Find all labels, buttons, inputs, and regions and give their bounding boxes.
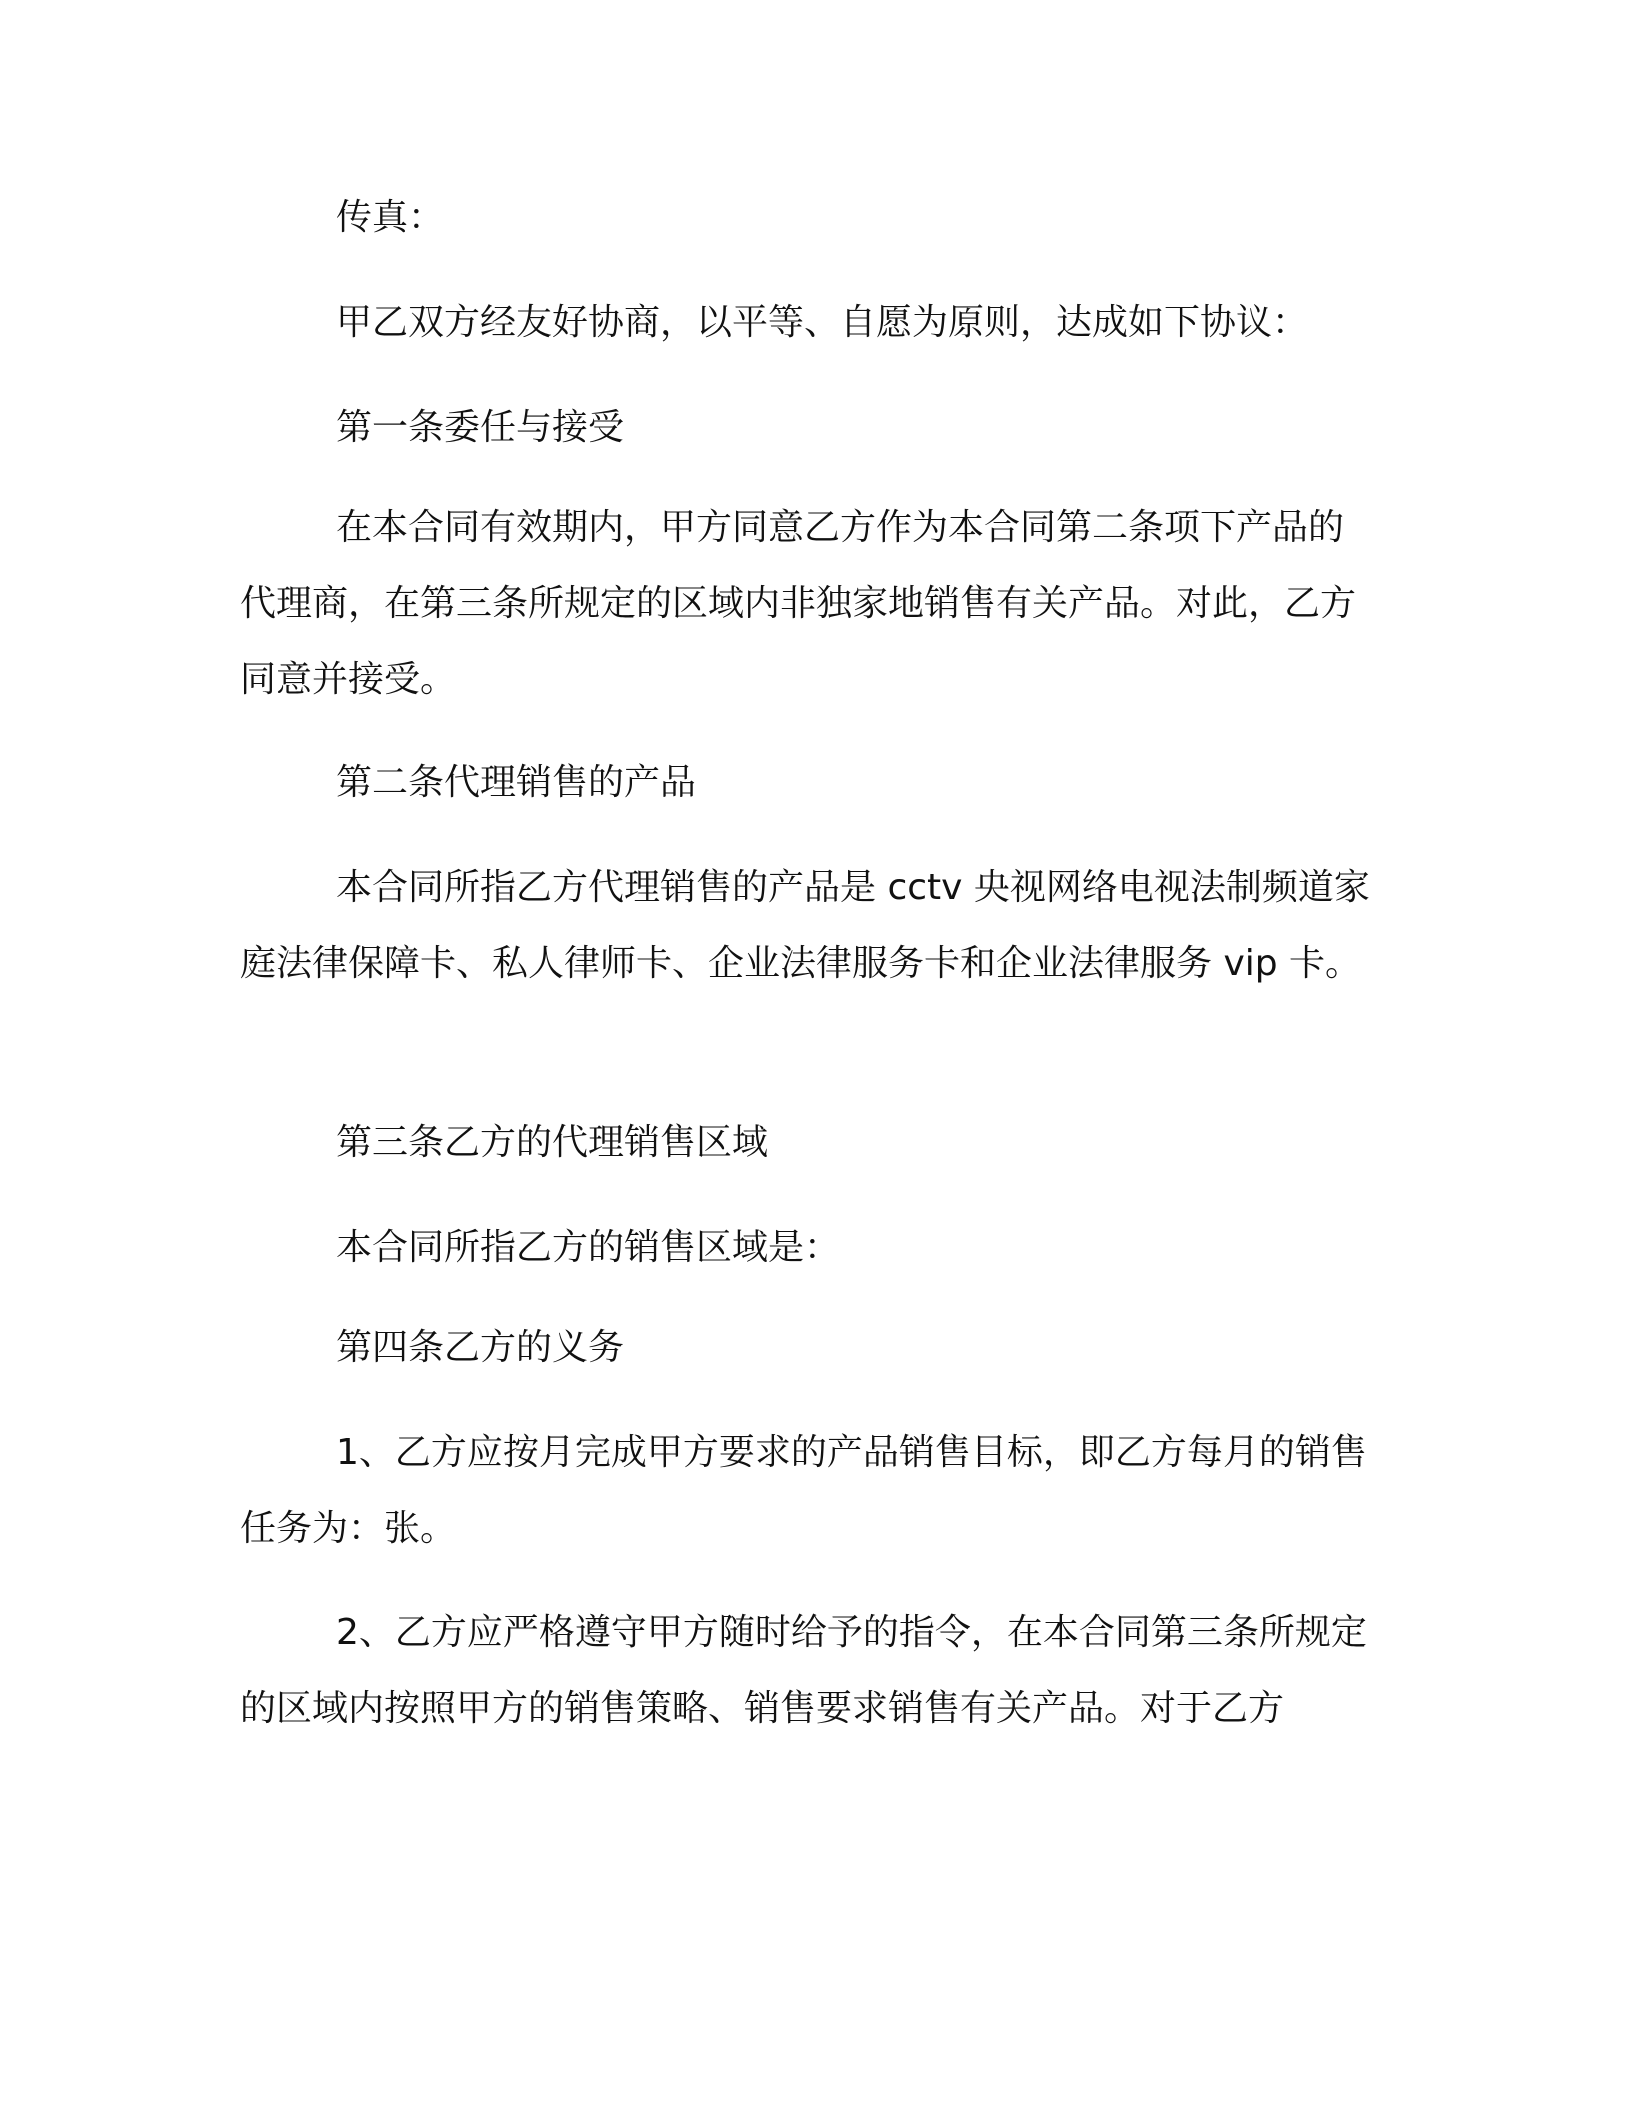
paragraph-article-3-body: 本合同所指乙方的销售区域是： — [336, 1227, 841, 1268]
heading-article-2: 第二条代理销售的产品 — [336, 762, 697, 803]
paragraph-article-4-item-1: 1、乙方应按月完成甲方要求的产品销售目标，即乙方每月的销售任务为：张。 — [240, 1432, 1367, 1549]
paragraph-agreement-intro: 甲乙双方经友好协商，以平等、自愿为原则，达成如下协议： — [336, 302, 1309, 343]
paragraph-article-4-item-2: 2、乙方应严格遵守甲方随时给予的指令，在本合同第三条所规定的区域内按照甲方的销售策略、销售要求销售有关产品。对于乙方 — [240, 1612, 1367, 1729]
paragraph-fax: 传真： — [336, 197, 445, 238]
heading-article-1: 第一条委任与接受 — [336, 407, 625, 448]
heading-article-4: 第四条乙方的义务 — [336, 1327, 625, 1368]
heading-article-3: 第三条乙方的代理销售区域 — [336, 1122, 769, 1163]
paragraph-article-1-body: 在本合同有效期内，甲方同意乙方作为本合同第二条项下产品的代理商，在第三条所规定的区域内非独家地销售有关产品。对此，乙方同意并接受。 — [240, 507, 1357, 700]
paragraph-article-2-body: 本合同所指乙方代理销售的产品是 cctv 央视网络电视法制频道家庭法律保障卡、私人律师卡、企业法律服务卡和企业法律服务 vip 卡。 — [240, 867, 1370, 984]
